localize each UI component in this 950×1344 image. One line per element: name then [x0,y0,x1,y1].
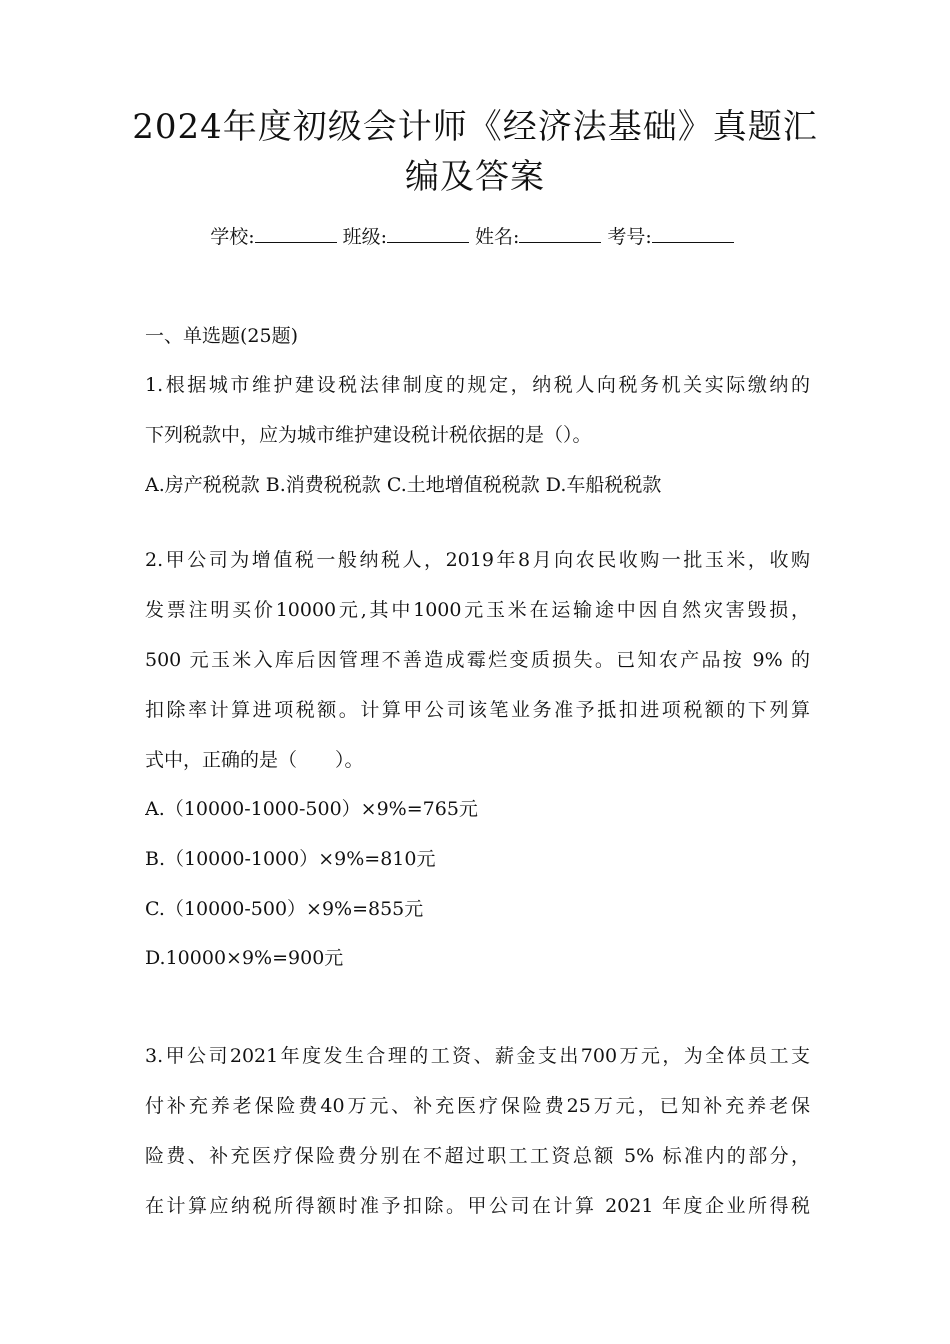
exam-number-label: 考号: [607,226,652,248]
question-2-line-4: 扣除率计算进项税额。计算甲公司该笔业务准予抵扣进项税额的下列算 [145,699,810,721]
question-1-line-1: 1.根据城市维护建设税法律制度的规定，纳税人向税务机关实际缴纳的 [145,374,810,396]
question-3-line-3: 险费、补充医疗保险费分别在不超过职工工资总额 5% 标准内的部分， [145,1145,810,1167]
question-2-line-5: 式中，正确的是（ ）。 [145,749,364,771]
student-info-row [0,224,950,250]
exam-number-blank [652,224,734,243]
question-3-line-1: 3.甲公司2021年度发生合理的工资、薪金支出700万元，为全体员工支 [145,1045,810,1067]
school-blank [255,224,337,243]
question-2-line-3: 500 元玉米入库后因管理不善造成霉烂变质损失。已知农产品按 9% 的 [145,649,810,671]
class-blank [387,224,469,243]
question-2-line-2: 发票注明买价10000元,其中1000元玉米在运输途中因自然灾害毁损， [145,599,810,621]
question-2-option-a: A.（10000-1000-500）×9%=765元 [145,798,478,820]
question-3-line-4: 在计算应纳税所得额时准予扣除。甲公司在计算 2021 年度企业所得税 [145,1195,810,1217]
question-2-option-d: D.10000×9%=900元 [145,947,344,969]
school-label: 学校: [210,226,255,248]
document-title-line-2: 编及答案 [405,157,545,197]
question-2-option-c: C.（10000-500）×9%=855元 [145,898,424,920]
document-title-line-1: 2024年度初级会计师《经济法基础》真题汇 [132,107,818,147]
question-2-option-b: B.（10000-1000）×9%=810元 [145,848,436,870]
question-1-options: A.房产税税款 B.消费税税款 C.土地增值税税款 D.车船税税款 [145,474,662,496]
question-3-line-2: 付补充养老保险费40万元、补充医疗保险费25万元，已知补充养老保 [145,1095,810,1117]
name-label: 姓名: [475,226,520,248]
name-blank [519,224,601,243]
question-1-line-2: 下列税款中，应为城市维护建设税计税依据的是（）。 [145,424,592,446]
question-2-line-1: 2.甲公司为增值税一般纳税人，2019年8月向农民收购一批玉米，收购 [145,549,810,571]
section-heading: 一、单选题(25题) [145,325,299,347]
class-label: 班级: [342,226,387,248]
